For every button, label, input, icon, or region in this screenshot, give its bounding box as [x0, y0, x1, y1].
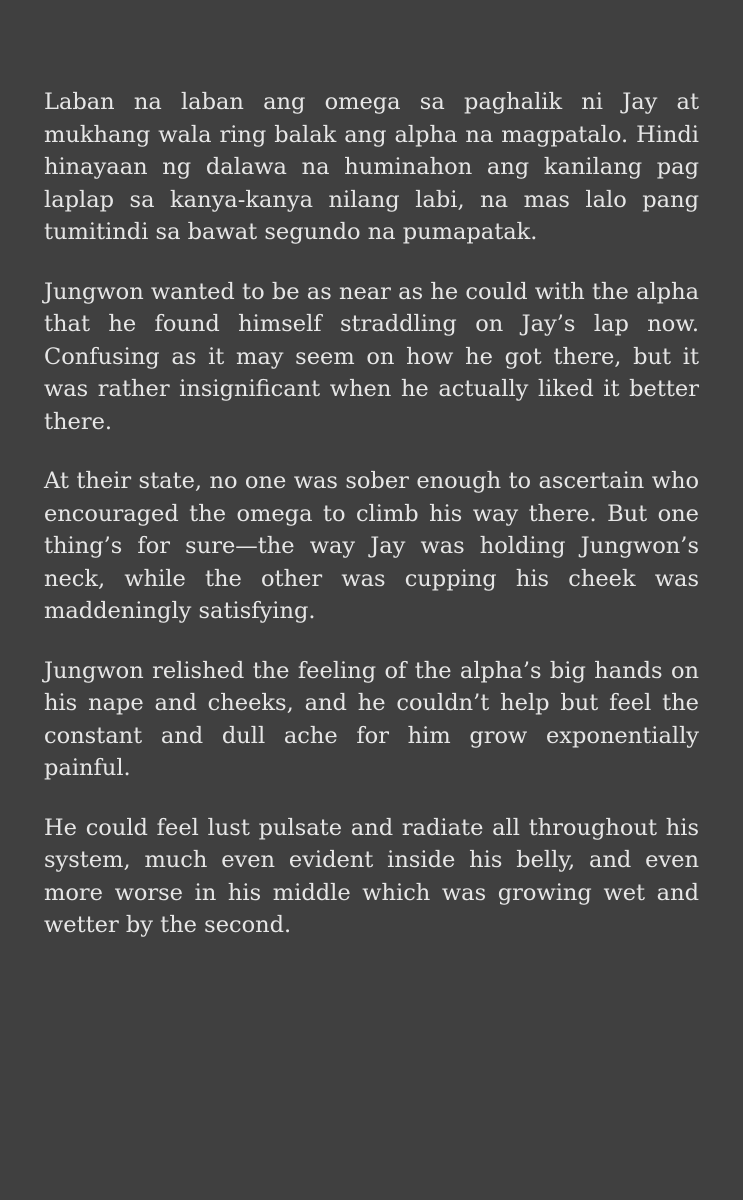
story-paragraph-2: Jungwon wanted to be as near as he could with the alpha that he found himself straddling on Jay’s lap now. Confusing as it may seem on how he got there, but it was rather insignificant when he actually liked it better there. [44, 278, 699, 435]
story-paragraph-4: Jungwon relished the feeling of the alpha’s big hands on his nape and cheeks, and he couldn’t help but feel the constant and dull ache for him grow exponentially painful. [44, 657, 699, 781]
story-paragraph-3: At their state, no one was sober enough to ascertain who encouraged the omega to climb his way there. But one thing’s for sure—the way Jay was holding Jungwon’s neck, while the other was cupping his cheek was maddeningly satisfying. [44, 468, 699, 624]
story-paragraph-1: Laban na laban ang omega sa paghalik ni Jay at mukhang wala ring balak ang alpha na magpatalo. Hindi hinayaan ng dalawa na huminahon ang kanilang pag laplap sa kanya-kanya nilang labi, na mas lalo pang tumitindi sa bawat segundo na pumapatak. [44, 89, 699, 245]
story-paragraph-5: He could feel lust pulsate and radiate all throughout his system, much even evident inside his belly, and even more worse in his middle which was growing wet and wetter by the second. [44, 814, 699, 938]
